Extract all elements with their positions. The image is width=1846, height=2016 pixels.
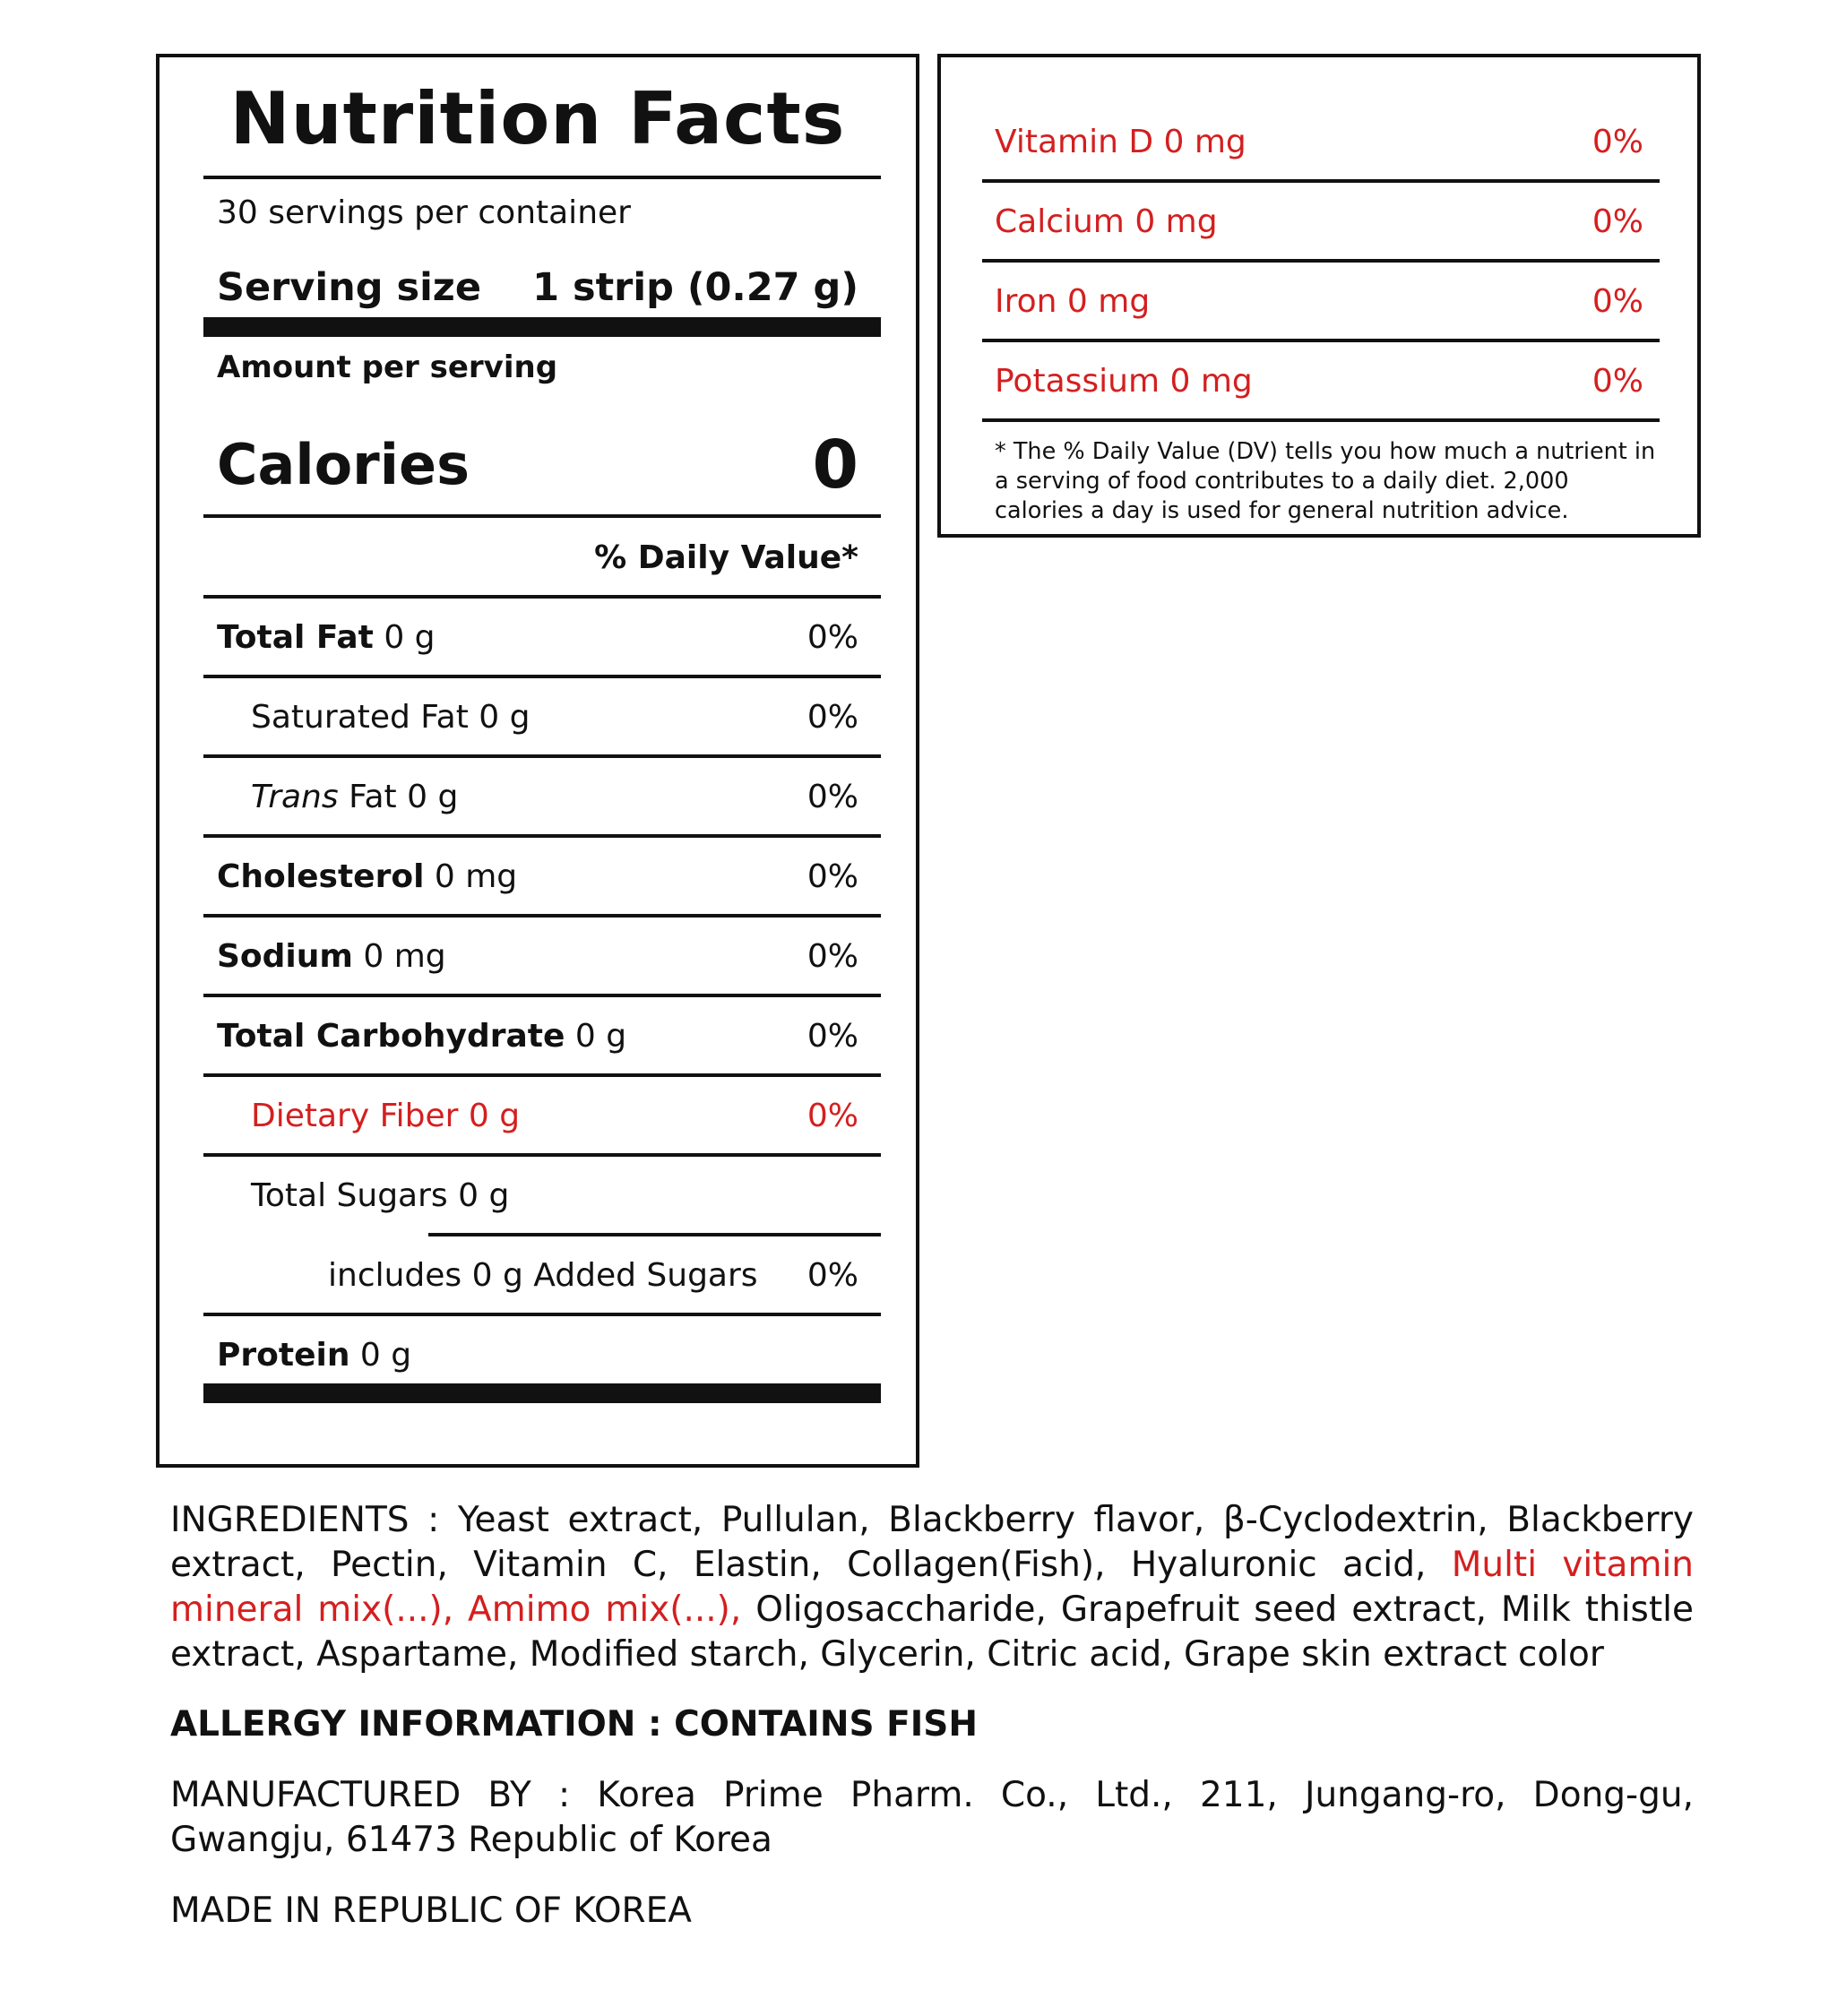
- divider: [203, 595, 881, 599]
- divider: [982, 339, 1660, 342]
- calories-label: Calories: [217, 432, 470, 497]
- divider: [982, 259, 1660, 263]
- calcium-row: Calcium 0 mg: [995, 203, 1218, 240]
- nutrient-name-rest: Fat: [349, 779, 397, 815]
- nutrient-amount: 0 g: [384, 619, 436, 656]
- divider: [203, 754, 881, 758]
- divider: [203, 914, 881, 918]
- nutrient-dv: 0%: [807, 858, 858, 895]
- manufacturer-information: MANUFACTURED BY : Korea Prime Pharm. Co., Ltd., 211, Jungang-ro, Dong-gu, Gwangju, 61473 Republic of Korea: [170, 1775, 1694, 1860]
- nutrient-amount: 0 mg: [363, 938, 446, 975]
- vitamin-d-row: Vitamin D 0 mg: [995, 124, 1246, 160]
- daily-value-header: % Daily Value*: [594, 539, 858, 576]
- divider: [203, 994, 881, 997]
- calcium-dv: 0%: [1592, 203, 1643, 240]
- divider: [203, 176, 881, 179]
- nutrient-row-cholesterol: [217, 858, 517, 895]
- ingredients-highlight: Multi vitamin mineral mix(...), Amimo mix(...),: [170, 1545, 1694, 1630]
- thick-divider: [203, 317, 881, 337]
- nutrient-name: Saturated Fat: [251, 699, 469, 736]
- country-of-origin: MADE IN REPUBLIC OF KOREA: [170, 1891, 692, 1931]
- divider: [203, 1153, 881, 1157]
- nutrient-row-added-sugars: includes 0 g Added Sugars: [328, 1257, 758, 1294]
- divider: [203, 514, 881, 518]
- nutrient-amount: 0 mg: [434, 858, 518, 895]
- ingredients-part-2: Oligosaccharide, Grapefruit seed extract, Milk thistle extract, Aspartame, Modified starch, Glycerin, Citric acid, Grape skin extract color: [170, 1590, 1694, 1675]
- nutrient-row-dietary-fiber: Dietary Fiber 0 g: [251, 1098, 521, 1134]
- nutrient-row-protein: [217, 1337, 411, 1374]
- nutrient-dv: 0%: [807, 1018, 858, 1055]
- divider: [203, 1073, 881, 1077]
- nutrient-name: Total Carbohydrate: [217, 1018, 565, 1055]
- vitamins-minerals-panel: [937, 54, 1701, 538]
- nutrient-dv: 0%: [807, 699, 858, 736]
- nutrient-dv: 0%: [807, 619, 858, 656]
- nutrition-facts-label: [156, 54, 919, 1468]
- vitamin-d-dv: 0%: [1592, 124, 1643, 160]
- nutrient-name: Total Fat: [217, 619, 374, 656]
- nutrient-name: Cholesterol: [217, 858, 425, 895]
- nutrient-amount: 0 g: [359, 1337, 412, 1374]
- ingredients-text: [170, 1498, 1694, 1677]
- potassium-dv: 0%: [1592, 363, 1643, 400]
- nutrition-facts-title: Nutrition Facts: [229, 77, 846, 160]
- servings-per-container: 30 servings per container: [217, 194, 631, 231]
- nutrient-dv: 0%: [807, 1098, 858, 1134]
- divider: [982, 418, 1660, 422]
- serving-size-value: 1 strip (0.27 g): [532, 265, 858, 310]
- serving-size-label: Serving size: [217, 265, 481, 310]
- divider: [203, 834, 881, 838]
- iron-row: Iron 0 mg: [995, 283, 1151, 320]
- ingredients-part-1: INGREDIENTS : Yeast extract, Pullulan, Blackberry flavor, β-Cyclodextrin, Blackberry extract, Pectin, Vitamin C, Elastin, Collagen(Fish), Hyaluronic acid,: [170, 1500, 1694, 1585]
- nutrient-amount: 0 g: [407, 779, 459, 815]
- nutrient-row-total-carbohydrate: [217, 1018, 626, 1055]
- calories-value: 0: [812, 426, 858, 504]
- divider: [203, 675, 881, 678]
- amount-per-serving: Amount per serving: [217, 349, 558, 385]
- nutrient-row-total-fat: [217, 619, 436, 656]
- nutrient-name: Protein: [217, 1337, 350, 1374]
- allergy-information: ALLERGY INFORMATION : CONTAINS FISH: [170, 1704, 978, 1745]
- nutrient-dv: 0%: [807, 938, 858, 975]
- thick-divider: [203, 1383, 881, 1403]
- nutrient-row-saturated-fat: [251, 699, 531, 736]
- nutrient-name: Sodium: [217, 938, 353, 975]
- nutrient-dv: 0%: [807, 779, 858, 815]
- iron-dv: 0%: [1592, 283, 1643, 320]
- nutrient-amount: 0 g: [574, 1018, 627, 1055]
- divider: [203, 1313, 881, 1316]
- nutrient-amount: 0 g: [479, 699, 531, 736]
- potassium-row: Potassium 0 mg: [995, 363, 1253, 400]
- nutrient-row-sodium: [217, 938, 446, 975]
- nutrient-name: Trans: [251, 779, 339, 815]
- nutrient-row-total-sugars: Total Sugars 0 g: [251, 1177, 510, 1214]
- divider: [428, 1233, 881, 1236]
- nutrient-row-trans-fat: [251, 779, 458, 815]
- nutrient-dv: 0%: [807, 1257, 858, 1294]
- divider: [982, 179, 1660, 183]
- daily-value-footnote: * The % Daily Value (DV) tells you how much a nutrient in a serving of food contributes to a daily diet. 2,000 calories a day is used for general nutrition advice.: [995, 438, 1656, 524]
